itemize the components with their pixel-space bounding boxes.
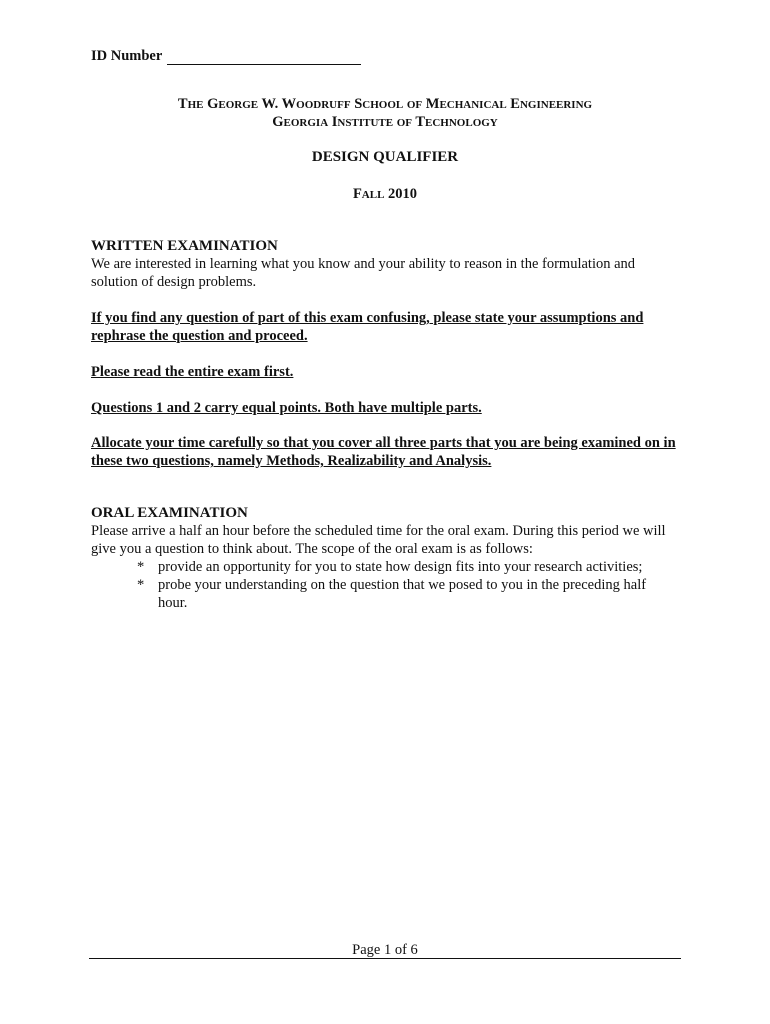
oral-scope-text: provide an opportunity for you to state how design fits into your research activities; [158,559,643,575]
instruction-assumptions: If you find any question of part of this exam confusing, please state your assumptions and rephrase the question and proceed. [91,310,644,344]
written-exam-heading: WRITTEN EXAMINATION [91,238,278,254]
id-number-field [91,47,361,65]
institute-name: GEORGIA INSTITUTE OF TECHNOLOGY [272,114,498,130]
bullet-marker: * [137,559,145,575]
written-exam-intro: We are interested in learning what you know and your ability to reason in the formulation and solution of design problems. [91,256,636,290]
exam-term: FALL 2010 [352,186,418,202]
id-number-blank-line [167,50,361,65]
instruction-allocate-time: Allocate your time carefully so that you cover all three parts that you are being examined on in these two questions, namely Methods, Realizability and Analysis. [91,435,676,469]
footer-divider [89,958,681,959]
page-number: Page 1 of 6 [352,942,418,958]
instruction-equal-points: Questions 1 and 2 carry equal points. Both have multiple parts. [91,400,482,416]
oral-scope-item [137,558,677,576]
oral-scope-item [137,576,677,612]
school-name: THE GEORGE W. WOODRUFF SCHOOL OF MECHANICAL ENGINEERING [177,96,593,112]
exam-title: DESIGN QUALIFIER [311,149,459,165]
oral-exam-intro: Please arrive a half an hour before the scheduled time for the oral exam. During this period we will give you a question to think about. The scope of the oral exam is as follows: [91,523,666,557]
bullet-marker: * [137,577,145,593]
oral-exam-heading: ORAL EXAMINATION [91,505,248,521]
id-number-label: ID Number [91,48,163,64]
instruction-read-first: Please read the entire exam first. [91,364,294,380]
oral-scope-text: probe your understanding on the question that we posed to you in the preceding half hour. [158,577,647,611]
